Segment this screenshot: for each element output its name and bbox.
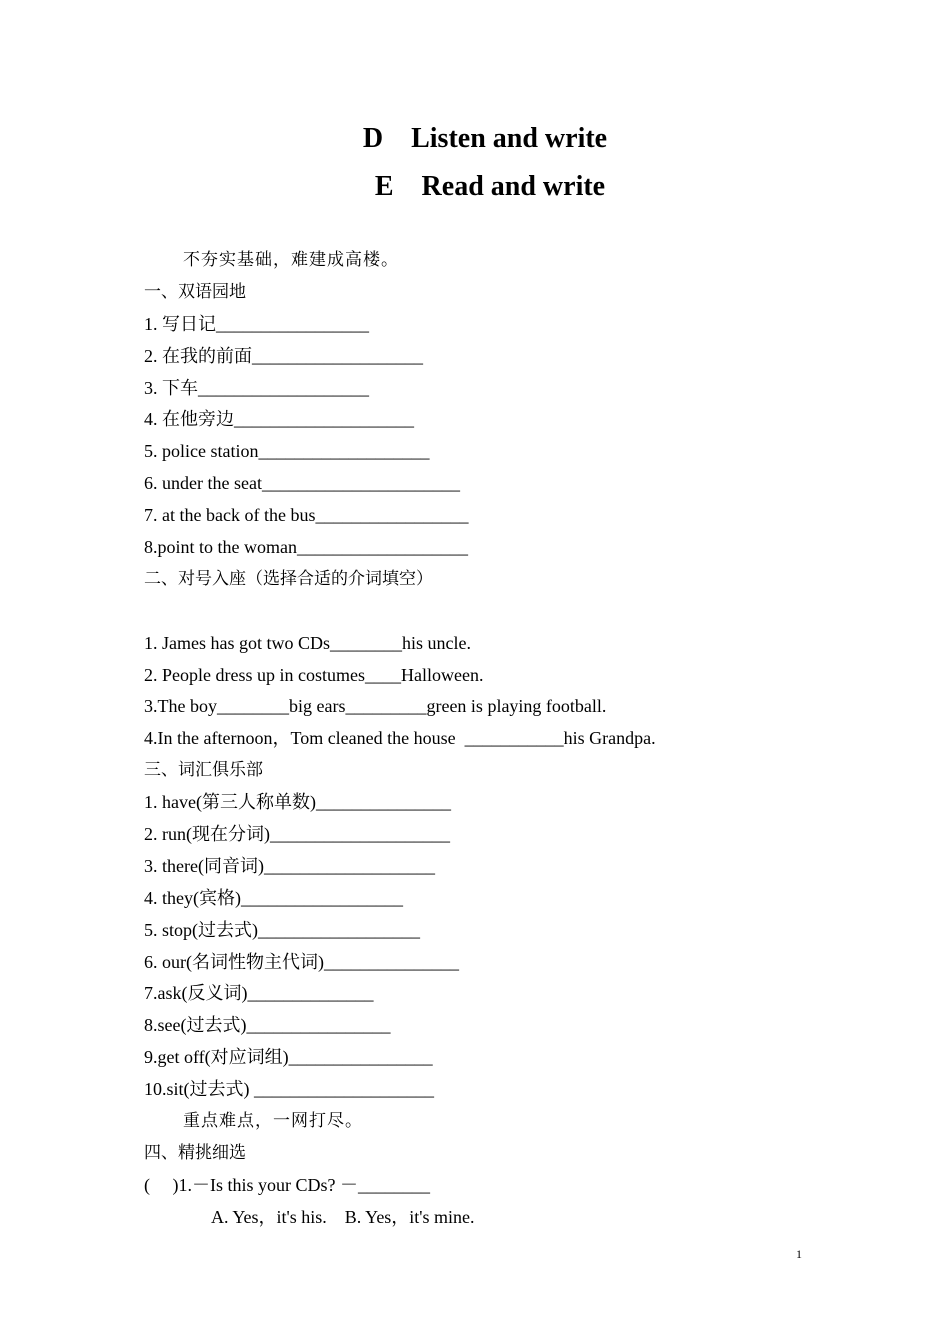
blank-spacer [144,596,844,628]
title-read-and-write: E Read and write [374,171,606,202]
page-number: 1 [796,1247,802,1261]
section3-item: 10.sit(过去式) ____________________ [144,1079,434,1100]
section3-item: 9.get off(对应词组)________________ [144,1047,433,1068]
section1-item: 5. police station___________________ [144,441,430,462]
section2-item: 3.The boy________big ears_________green is playing football. [144,696,607,717]
section3-item: 4. they(宾格)__________________ [144,887,403,908]
section2-heading: 二、对号入座（选择合适的介词填空） [144,568,433,589]
section4-options: A. Yes，it's his. B. Yes，it's mine. [211,1206,475,1227]
worksheet-content [144,245,844,1234]
section4-heading: 四、精挑细选 [144,1142,246,1163]
motto-foundation: 不夯实基础，难建成高楼。 [183,250,399,270]
section2-item: 2. People dress up in costumes____Halloween. [144,664,484,685]
section1-item: 3. 下车___________________ [144,377,369,398]
section3-item: 7.ask(反义词)______________ [144,983,374,1004]
section3-item: 5. stop(过去式)__________________ [144,919,420,940]
section3-item: 2. run(现在分词)____________________ [144,824,450,845]
section4-question: ( )1.－Is this your CDs? －________ [144,1174,430,1195]
section3-item: 3. there(同音词)___________________ [144,855,435,876]
section1-heading: 一、双语园地 [144,281,246,302]
section1-item: 6. under the seat______________________ [144,473,460,494]
section3-item: 6. our(名词性物主代词)_______________ [144,951,459,972]
section1-item: 2. 在我的前面___________________ [144,345,423,366]
section2-item: 1. James has got two CDs________his uncle. [144,632,471,653]
section1-item: 4. 在他旁边____________________ [144,409,414,430]
section3-item: 8.see(过去式)________________ [144,1015,391,1036]
section2-item: 4.In the afternoon，Tom cleaned the house ___________his Grandpa. [144,728,656,749]
section1-item: 1. 写日记_________________ [144,313,369,334]
section1-item: 8.point to the woman___________________ [144,537,468,558]
section3-heading: 三、词汇俱乐部 [144,760,263,781]
section3-item: 1. have(第三人称单数)_______________ [144,792,451,813]
motto-key-points: 重点难点，一网打尽。 [183,1111,363,1132]
title-listen-and-write: D Listen and write [362,123,608,154]
section1-item: 7. at the back of the bus_________________ [144,505,469,526]
